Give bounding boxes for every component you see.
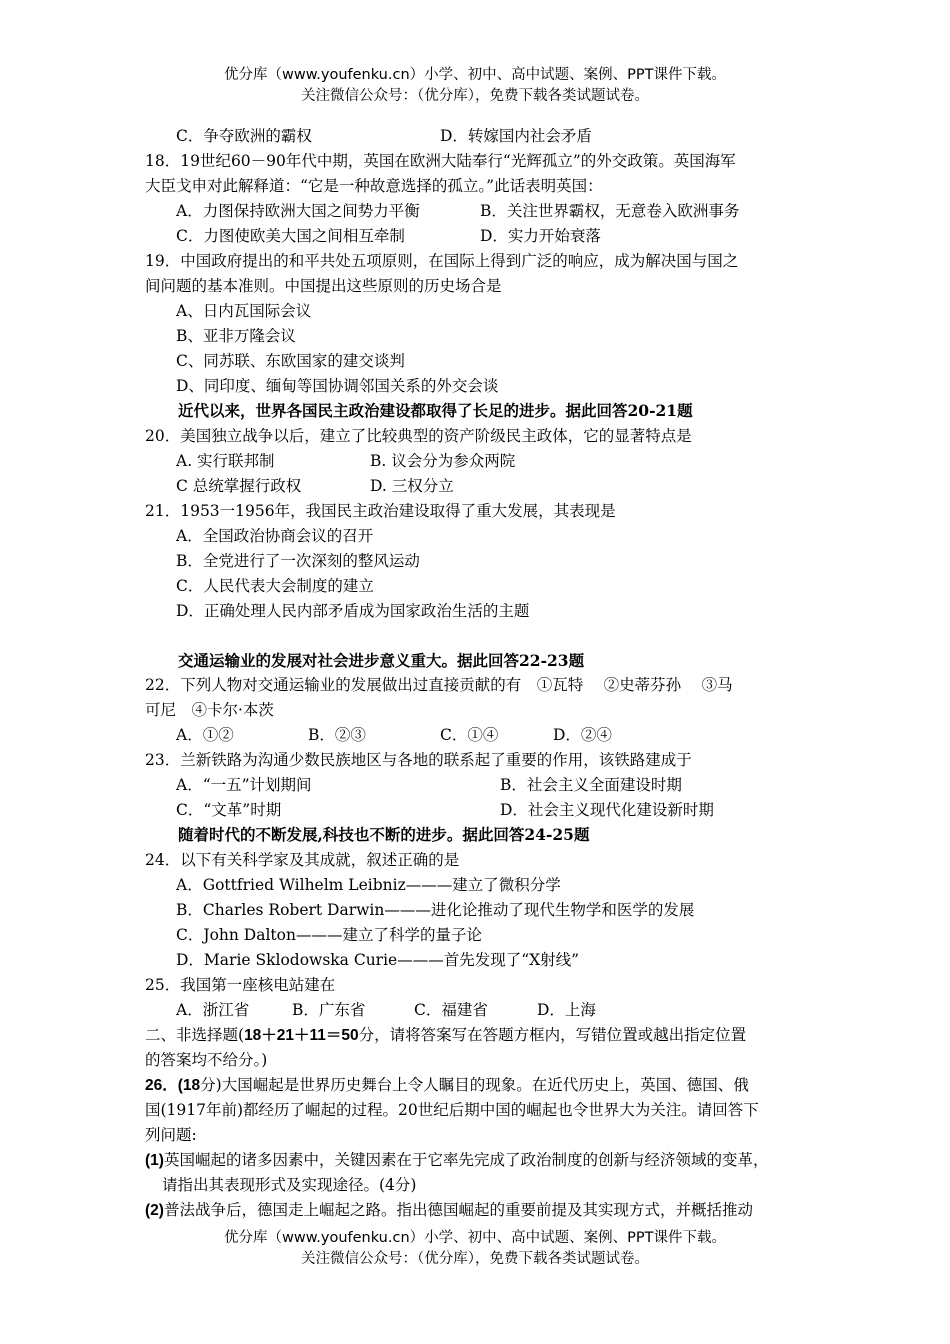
intro-20-21: 近代以来，世界各国民主政治建设都取得了长足的进步。据此回答20-21题 xyxy=(178,401,693,420)
footer-line-1: 优分库（www.youfenku.cn）小学、初中、高中试题、案例、PPT课件下载。 xyxy=(224,1230,726,1246)
q26-part-2-text: 普法战争后，德国走上崛起之路。指出德国崛起的重要前提及其实现方式，并概括推动 xyxy=(163,1201,753,1219)
q26-stem-line-2: 国(1917年前)都经历了崛起的过程。20世纪后期中国的崛起也令世界大为关注。请回答下 xyxy=(145,1101,759,1119)
q18-option-b: B．关注世界霸权，无意卷入欧洲事务 xyxy=(480,202,740,220)
q25-option-a: A．浙江省 xyxy=(176,1001,250,1019)
q26-part-1-text: 英国崛起的诸多因素中，关键因素在于它率先完成了政治制度的创新与经济领域的变革， xyxy=(163,1151,769,1169)
section-2-heading-line-2: 的答案均不给分。) xyxy=(145,1051,268,1069)
section-2-suffix: 分，请将答案写在答题方框内，写错位置或越出指定位置 xyxy=(358,1026,747,1044)
footer-line-2: 关注微信公众号：（优分库），免费下载各类试题试卷。 xyxy=(301,1251,649,1267)
q26-part-1-line-2: 请指出其表现形式及实现途径。(4分) xyxy=(162,1176,417,1194)
q22-option-d: D．②④ xyxy=(553,726,612,744)
section-2-prefix: 二、非选择题( xyxy=(145,1026,245,1044)
q22-option-c: C．①④ xyxy=(440,726,499,744)
q23-option-a: A．“一五”计划期间 xyxy=(176,776,312,794)
q24-option-d: D．Marie Sklodowska Curie———首先发现了“X射线” xyxy=(176,951,580,969)
q21-option-a: A．全国政治协商会议的召开 xyxy=(176,527,374,545)
q19-stem-line-1: 19．中国政府提出的和平共处五项原则，在国际上得到广泛的响应，成为解决国与国之 xyxy=(145,252,739,270)
q18-stem-line-1: 18．19世纪60－90年代中期，英国在欧洲大陆奉行“光辉孤立”的外交政策。英国海军 xyxy=(145,152,736,170)
q18-option-a: A．力图保持欧洲大国之间势力平衡 xyxy=(176,202,420,220)
header-line-1: 优分库（www.youfenku.cn）小学、初中、高中试题、案例、PPT课件下载。 xyxy=(224,67,726,83)
q20-option-b: B. 议会分为参众两院 xyxy=(370,452,516,470)
q23-option-c: C．“文革”时期 xyxy=(176,801,282,819)
q26-number: 26． xyxy=(145,1077,178,1094)
q18-option-c: C．力图使欧美大国之间相互牵制 xyxy=(176,227,405,245)
q21-option-d: D．正确处理人民内部矛盾成为国家政治生活的主题 xyxy=(176,602,530,620)
q22-option-b: B．②③ xyxy=(308,726,366,744)
q24-stem: 24．以下有关科学家及其成就，叙述正确的是 xyxy=(145,851,460,869)
q24-option-c: C．John Dalton———建立了科学的量子论 xyxy=(176,926,482,944)
q21-stem: 21．1953一1956年，我国民主政治建设取得了重大发展，其表现是 xyxy=(145,502,616,520)
q23-option-b: B．社会主义全面建设时期 xyxy=(500,776,682,794)
q26-stem-line-3: 列问题: xyxy=(145,1126,197,1144)
intro-22-23: 交通运输业的发展对社会进步意义重大。据此回答22-23题 xyxy=(178,651,585,670)
section-2-heading-line-1 xyxy=(145,1024,746,1047)
q19-option-b: B、亚非万隆会议 xyxy=(176,327,296,345)
q20-option-a: A. 实行联邦制 xyxy=(176,452,275,470)
intro-24-25: 随着时代的不断发展,科技也不断的进步。据此回答24-25题 xyxy=(178,825,590,844)
q17-option-c: C．争夺欧洲的霸权 xyxy=(176,127,312,145)
q24-option-b: B．Charles Robert Darwin———进化论推动了现代生物学和医学的发展 xyxy=(176,901,695,919)
q20-option-d: D. 三权分立 xyxy=(370,477,454,495)
q19-option-d: D、同印度、缅甸等国协调邻国关系的外交会谈 xyxy=(176,377,499,395)
q26-stem-rest: 分)大国崛起是世界历史舞台上令人瞩目的现象。在近代历史上，英国、德国、俄 xyxy=(200,1076,749,1094)
q26-part-1-line-1 xyxy=(145,1149,768,1172)
q25-stem: 25．我国第一座核电站建在 xyxy=(145,976,336,994)
q26-part-2-number: (2) xyxy=(145,1202,164,1219)
q23-option-d: D．社会主义现代化建设新时期 xyxy=(500,801,714,819)
q20-option-c: C 总统掌握行政权 xyxy=(176,477,302,495)
q24-option-a: A．Gottfried Wilhelm Leibniz———建立了微积分学 xyxy=(176,876,561,894)
q26-score: (18 xyxy=(177,1077,201,1094)
section-2-score: 18＋21＋11＝50 xyxy=(244,1027,359,1044)
q25-option-c: C．福建省 xyxy=(414,1001,488,1019)
q26-part-2-line-1 xyxy=(145,1199,753,1222)
q21-option-c: C．人民代表大会制度的建立 xyxy=(176,577,374,595)
q19-option-a: A、日内瓦国际会议 xyxy=(176,302,312,320)
q18-stem-line-2: 大臣戈申对此解释道：“它是一种故意选择的孤立。”此话表明英国： xyxy=(145,177,603,195)
q19-stem-line-2: 间问题的基本准则。中国提出这些原则的历史场合是 xyxy=(145,277,502,295)
q22-option-a: A．①② xyxy=(176,726,234,744)
q18-option-d: D．实力开始衰落 xyxy=(480,227,601,245)
q25-option-b: B．广东省 xyxy=(292,1001,366,1019)
q17-option-d: D．转嫁国内社会矛盾 xyxy=(440,127,592,145)
header-line-2: 关注微信公众号：（优分库），免费下载各类试题试卷。 xyxy=(301,88,649,104)
q22-stem-line-1: 22．下列人物对交通运输业的发展做出过直接贡献的有 ①瓦特 ②史蒂芬孙 ③马 xyxy=(145,676,733,694)
q25-option-d: D．上海 xyxy=(537,1001,596,1019)
q22-stem-line-2: 可尼 ④卡尔·本茨 xyxy=(145,701,274,719)
q26-part-1-number: (1) xyxy=(145,1152,164,1169)
q19-option-c: C、同苏联、东欧国家的建交谈判 xyxy=(176,352,405,370)
q20-stem: 20．美国独立战争以后，建立了比较典型的资产阶级民主政体，它的显著特点是 xyxy=(145,427,692,445)
q26-stem-line-1 xyxy=(145,1074,749,1097)
q23-stem: 23．兰新铁路为沟通少数民族地区与各地的联系起了重要的作用，该铁路建成于 xyxy=(145,751,692,769)
q21-option-b: B．全党进行了一次深刻的整风运动 xyxy=(176,552,420,570)
